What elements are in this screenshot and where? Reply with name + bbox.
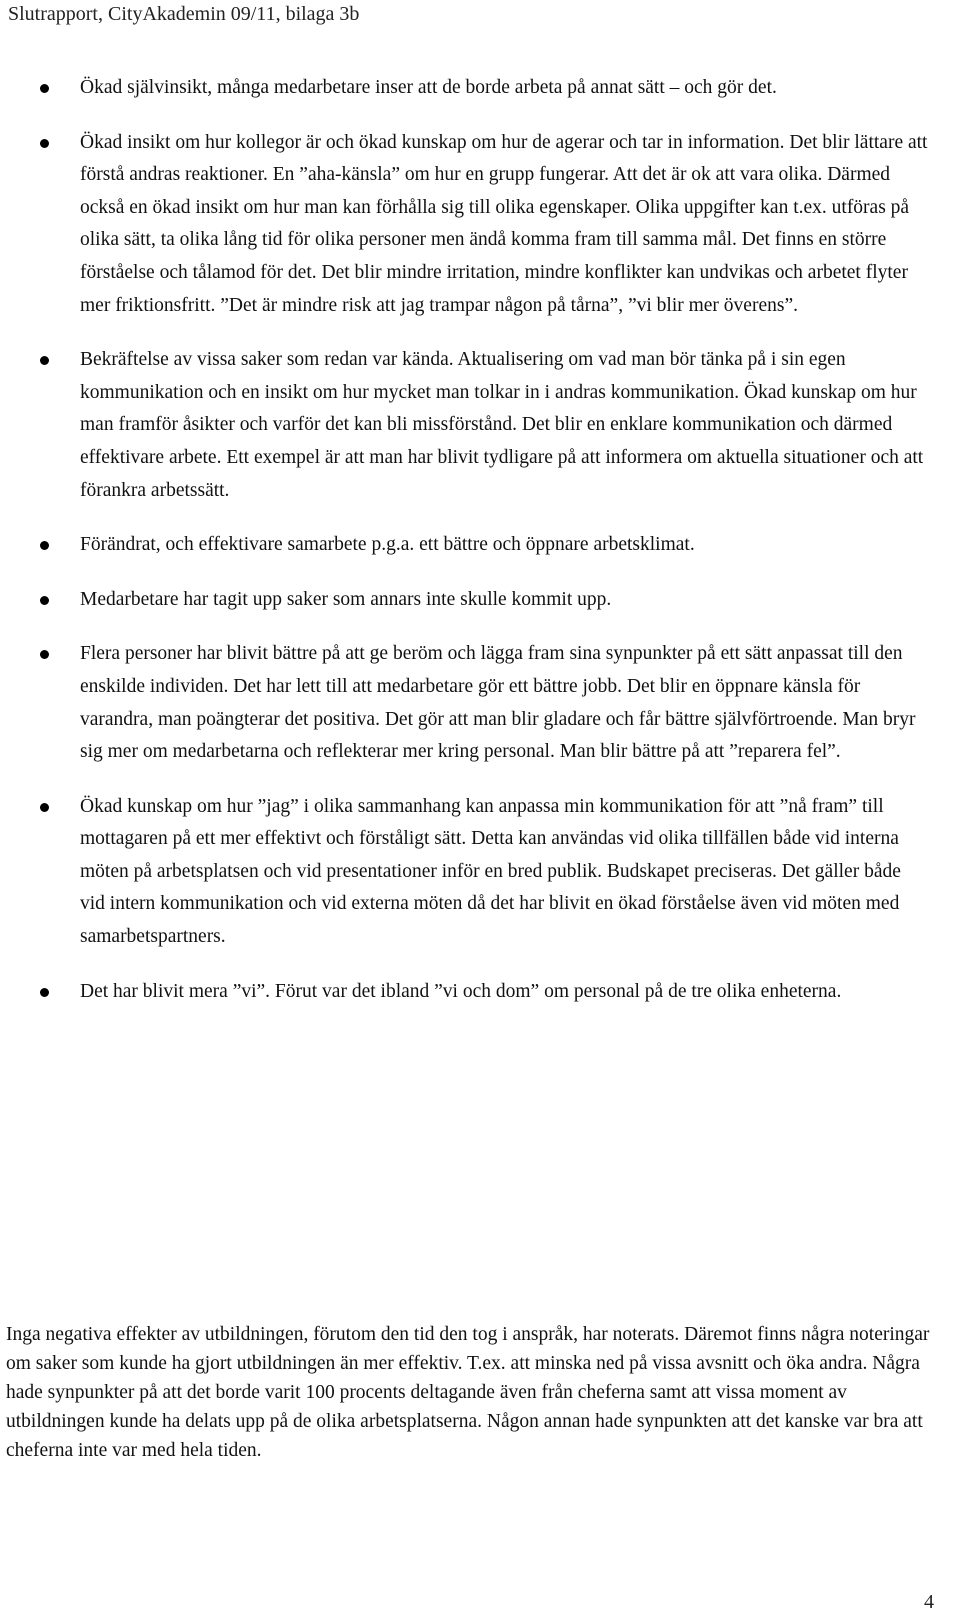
list-item: [0, 529, 960, 562]
list-item: [0, 638, 960, 768]
list-item: [0, 976, 960, 1009]
bullet-icon: [40, 356, 49, 365]
bullet-icon: [40, 84, 49, 93]
bullet-icon: [40, 650, 49, 659]
bullet-icon: [40, 139, 49, 148]
list-item-text: Bekräftelse av vissa saker som redan var kända. Aktualisering om vad man bör tänka på i sin egen kommunikation och en insikt om hur mycket man tolkar in i andras kommunikation. Ökad kunskap om hur man framför åsikter och varför det kan bli missförstånd. Det blir en enklare kommunikation och därmed effektivare arbete. Ett exempel är att man har blivit tydligare på att informera om aktuella situationer och att förankra arbetssätt.: [80, 349, 924, 501]
closing-paragraph: Inga negativa effekter av utbildningen, förutom den tid den tog i anspråk, har noterats. Däremot finns några noteringar om saker som kunde ha gjort utbildningen än mer effektiv. T.ex. att minska ned på vissa avsnitt och öka andra. Några hade synpunkter på att det borde varit 100 procents deltagande även från cheferna samt att vissa moment av utbildningen kunde ha delats upp på de olika arbetsplatserna. Någon annan hade synpunkten att det kanske var bra att cheferna inte var med hela tiden.: [6, 1324, 930, 1461]
list-item-text: Ökad kunskap om hur ”jag” i olika sammanhang kan anpassa min kommunikation för att ”nå fram” till mottagaren på ett mer effektivt och förståligt sätt. Detta kan användas vid olika tillfällen både vid interna möten på arbetsplatsen och vid presentationer inför en bred publik. Budskapet preciseras. Det gäller både vid intern kommunikation och vid externa möten då det har blivit en ökad förståelse även vid möten med samarbetspartners.: [80, 795, 901, 948]
list-item-text: Ökad insikt om hur kollegor är och ökad kunskap om hur de agerar och tar in information. Det blir lättare att förstå andras reaktioner. En ”aha-känsla” om hur en grupp fungerar. Att det är ok att vara olika. Därmed också en ökad insikt om hur man kan förhålla sig till olika egenskaper. Olika uppgifter kan t.ex. utföras på olika sätt, ta olika lång tid för olika personer men ändå komma fram till samma mål. Det finns en större förståelse och tålamod för det. Det blir mindre irritation, mindre konflikter kan undvikas och arbetet flyter mer friktionsfritt. ”Det är mindre risk att jag trampar någon på tårna”, ”vi blir mer överens”.: [80, 131, 928, 316]
list-item-text: Ökad självinsikt, många medarbetare inser att de borde arbeta på annat sätt – och gör det.: [80, 77, 777, 98]
bullet-icon: [40, 541, 49, 550]
list-item-text: Förändrat, och effektivare samarbete p.g.a. ett bättre och öppnare arbetsklimat.: [80, 534, 695, 556]
bullet-icon: [40, 988, 49, 997]
page-header: Slutrapport, CityAkademin 09/11, bilaga 3b: [8, 3, 360, 25]
bullet-list: [0, 72, 960, 1030]
list-item: [0, 72, 960, 105]
bullet-icon: [40, 596, 49, 605]
list-item: [0, 791, 960, 954]
list-item-text: Medarbetare har tagit upp saker som annars inte skulle kommit upp.: [80, 588, 612, 610]
list-item-text: Det har blivit mera ”vi”. Förut var det ibland ”vi och dom” om personal på de tre olika enheterna.: [80, 980, 842, 1002]
list-item-text: Flera personer har blivit bättre på att ge beröm och lägga fram sina synpunkter på ett sätt anpassat till den enskilde individen. Det har lett till att medarbetare gör ett bättre jobb. Det blir en öppnare känsla för varandra, man poängterar det positiva. Det gör att man blir gladare och får bättre självförtroende. Man bryr sig mer om medarbetarna och reflekterar mer kring personal. Man blir bättre på att ”reparera fel”.: [80, 643, 916, 763]
page-number: 4: [924, 1591, 934, 1613]
bullet-icon: [40, 803, 49, 812]
list-item: [0, 584, 960, 617]
list-item: [0, 127, 960, 323]
list-item: [0, 344, 960, 507]
